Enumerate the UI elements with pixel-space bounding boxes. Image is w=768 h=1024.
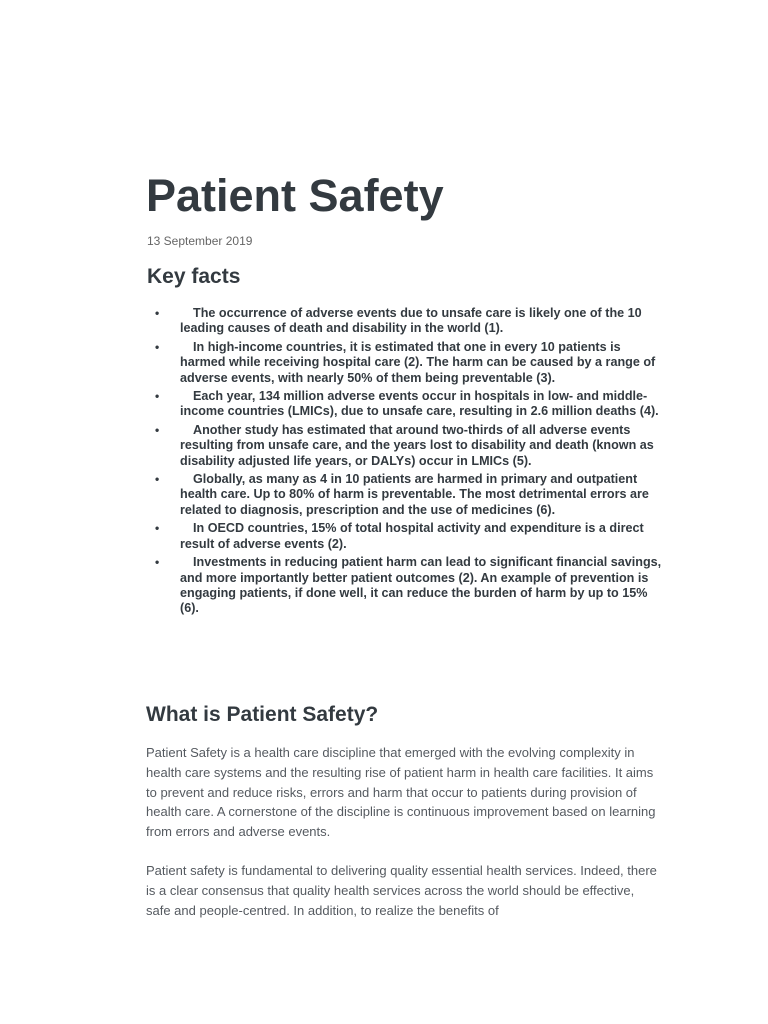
key-facts-list bbox=[0, 306, 768, 620]
bullet-icon: • bbox=[155, 389, 160, 404]
list-item bbox=[0, 340, 666, 386]
list-item-text: Investments in reducing patient harm can lead to significant financial savings, and more importantly better patient outcomes (2). An example of prevention is engaging patients, if done well, it can reduce the burden of harm by up to 15% (6). bbox=[180, 555, 662, 616]
publication-date: 13 September 2019 bbox=[147, 234, 253, 248]
bullet-icon: • bbox=[155, 472, 160, 487]
key-facts-heading: Key facts bbox=[147, 265, 241, 288]
list-item-text: Another study has estimated that around two-thirds of all adverse events resulting from unsafe care, and the years lost to disability and death (known as disability adjusted life years, or DALYs) occur in LMICs (5). bbox=[180, 422, 654, 468]
list-item-text: The occurrence of adverse events due to unsafe care is likely one of the 10 leading causes of death and disability in the world (1). bbox=[180, 306, 642, 336]
list-item-text: Each year, 134 million adverse events occur in hospitals in low- and middle-income countries (LMICs), due to unsafe care, resulting in 2.6 million deaths (4). bbox=[180, 389, 659, 419]
bullet-icon: • bbox=[155, 339, 160, 354]
list-item-text: Globally, as many as 4 in 10 patients are harmed in primary and outpatient health care. Up to 80% of harm is preventable. The most detrimental errors are related to diagnosis, prescription and the use of medicines (6). bbox=[180, 472, 649, 517]
list-item-text: In high-income countries, it is estimated that one in every 10 patients is harmed while receiving hospital care (2). The harm can be caused by a range of adverse events, with nearly 50% of them being preventable (3). bbox=[180, 339, 656, 385]
bullet-icon: • bbox=[155, 306, 160, 320]
list-item bbox=[0, 555, 666, 617]
list-item bbox=[0, 472, 666, 518]
list-item bbox=[0, 521, 666, 552]
bullet-icon: • bbox=[155, 422, 160, 437]
bullet-icon: • bbox=[155, 521, 160, 536]
list-item bbox=[0, 389, 666, 420]
list-item bbox=[0, 423, 666, 469]
what-is-heading: What is Patient Safety? bbox=[146, 703, 379, 726]
list-item-text: In OECD countries, 15% of total hospital activity and expenditure is a direct result of adverse events (2). bbox=[180, 521, 644, 551]
list-item bbox=[0, 306, 666, 337]
body-paragraph: Patient Safety is a health care discipline that emerged with the evolving complexity in health care systems and the resulting rise of patient harm in health care facilities. It aims to prevent and reduce risks, errors and harm that occur to patients during provision of health care. A cornerstone of the discipline is continuous improvement based on learning from errors and adverse events. bbox=[146, 745, 656, 840]
page-title: Patient Safety bbox=[146, 170, 444, 221]
bullet-icon: • bbox=[155, 555, 160, 570]
body-paragraph: Patient safety is fundamental to delivering quality essential health services. Indeed, there is a clear consensus that quality health services across the world should be effective, safe and people-centred. In addition, to realize the benefits of bbox=[146, 863, 657, 918]
